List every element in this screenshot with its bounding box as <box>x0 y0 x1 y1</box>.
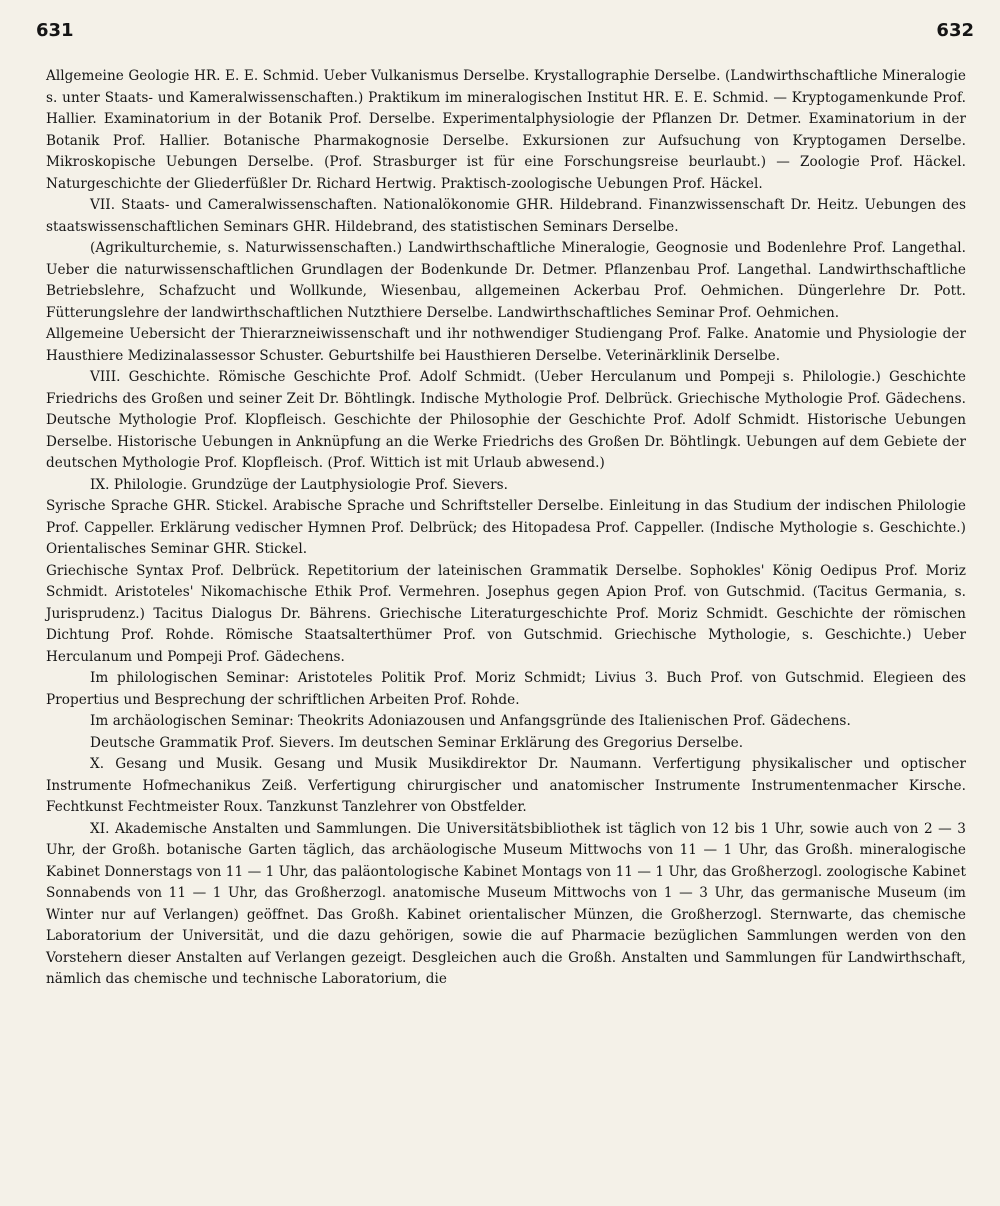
paragraph-section-vii: VII. Staats- und Cameralwissenschaften. Nationalökonomie GHR. Hildebrand. Finanzwissenschaft Dr. Heitz. Uebungen des staatswissenschaftlichen Seminars GHR. Hildebrand, des statistischen Seminars Derselbe. <box>46 197 966 235</box>
paragraph-philological-seminar: Im philologischen Seminar: Aristoteles Politik Prof. Moriz Schmidt; Livius 3. Buch Prof. von Gutschmid. Elegieen des Propertius und Besprechung der schriftlichen Arbeiten Prof. Rohde. <box>46 670 966 708</box>
page-number-right: 632 <box>936 20 974 41</box>
paragraph-oriental-languages: Syrische Sprache GHR. Stickel. Arabische Sprache und Schriftsteller Derselbe. Einleitung in das Studium der indischen Philologie Prof. Cappeller. Erklärung vedischer Hymnen Prof. Delbrück; des Hitopadesa Prof. Cappeller. (Indische Mythologie s. Geschichte.) Orientalisches Seminar GHR. Stickel. <box>46 498 966 557</box>
page-number-left: 631 <box>36 20 74 41</box>
paragraph-classical-philology: Griechische Syntax Prof. Delbrück. Repetitorium der lateinischen Grammatik Derselbe. Sophokles' König Oedipus Prof. Moriz Schmidt. Aristoteles' Nikomachische Ethik Prof. Vermehren. Josephus gegen Apion Prof. von Gutschmid. (Tacitus Germania, s. Jurisprudenz.) Tacitus Dialogus Dr. Bährens. Griechische Literaturgeschichte Prof. Moriz Schmidt. Geschichte der römischen Dichtung Prof. Rohde. Römische Staatsalterthümer Prof. von Gutschmid. Griechische Mythologie, s. Geschichte.) Ueber Herculanum und Pompeji Prof. Gädechens. <box>46 562 966 665</box>
paragraph-archaeological-seminar: Im archäologischen Seminar: Theokrits Adoniazousen und Anfangsgründe des Italienischen Prof. Gädechens. <box>90 713 851 729</box>
paragraph-veterinary: Allgemeine Uebersicht der Thierarzneiwissenschaft und ihr nothwendiger Studiengang Prof. Falke. Anatomie und Physiologie der Hausthiere Medizinalassessor Schuster. Geburtshilfe bei Hausthieren Derselbe. Veterinärklinik Derselbe. <box>46 326 966 364</box>
paragraph-section-viii: VIII. Geschichte. Römische Geschichte Prof. Adolf Schmidt. (Ueber Herculanum und Pompeji s. Philologie.) Geschichte Friedrichs des Großen und seiner Zeit Dr. Böhtlingk. Indische Mythologie Prof. Delbrück. Griechische Mythologie Prof. Gädechens. Deutsche Mythologie Prof. Klopfleisch. Geschichte der Philosophie der Geschichte Prof. Adolf Schmidt. Historische Uebungen Derselbe. Historische Uebungen in Anknüpfung an die Werke Friedrichs des Großen Dr. Böhtlingk. Uebungen auf dem Gebiete der deutschen Mythologie Prof. Klopfleisch. (Prof. Wittich ist mit Urlaub abwesend.) <box>46 369 966 471</box>
paragraph-section-x: X. Gesang und Musik. Gesang und Musik Musikdirektor Dr. Naumann. Verfertigung physikalischer und optischer Instrumente Hofmechanikus Zeiß. Verfertigung chirurgischer und anatomischer Instrumente Instrumentenmacher Kirsche. Fechtkunst Fechtmeister Roux. Tanzkunst Tanzlehrer von Obstfelder. <box>46 756 966 815</box>
paragraph-geology-botany-zoology: Allgemeine Geologie HR. E. E. Schmid. Ueber Vulkanismus Derselbe. Krystallographie Derselbe. (Landwirthschaftliche Mineralogie s. unter Staats- und Kameralwissenschaften.) Praktikum im mineralogischen Institut HR. E. E. Schmid. — Kryptogamenkunde Prof. Hallier. Examinatorium in der Botanik Prof. Derselbe. Experimentalphysiologie der Pflanzen Dr. Detmer. Examinatorium in der Botanik Prof. Hallier. Botanische Pharmakognosie Derselbe. Exkursionen zur Aufsuchung von Kryptogamen Derselbe. Mikroskopische Uebungen Derselbe. (Prof. Strasburger ist für eine Forschungsreise beurlaubt.) — Zoologie Prof. Häckel. Naturgeschichte der Gliederfüßler Dr. Richard Hertwig. Praktisch-zoologische Uebungen Prof. Häckel. <box>46 68 966 192</box>
body-text <box>46 66 966 991</box>
paragraph-section-xi: XI. Akademische Anstalten und Sammlungen. Die Universitätsbibliothek ist täglich von 12 bis 1 Uhr, sowie auch von 2 — 3 Uhr, der Großh. botanische Garten täglich, das archäologische Museum Mittwochs von 11 — 1 Uhr, das Großh. mineralogische Kabinet Donnerstags von 11 — 1 Uhr, das paläontologische Kabinet Montags von 11 — 1 Uhr, das Großherzogl. zoologische Kabinet Sonnabends von 11 — 1 Uhr, das Großherzogl. anatomische Museum Mittwochs von 1 — 3 Uhr, das germanische Museum (im Winter nur auf Verlangen) geöffnet. Das Großh. Kabinet orientalischer Münzen, die Großherzogl. Sternwarte, das chemische Laboratorium der Universität, und die dazu gehörigen, sowie die auf Pharmacie bezüglichen Sammlungen werden von den Vorstehern dieser Anstalten auf Verlangen gezeigt. Desgleichen auch die Großh. Anstalten und Sammlungen für Landwirthschaft, nämlich das chemische und technische Laboratorium, die <box>46 820 966 987</box>
paragraph-german-grammar: Deutsche Grammatik Prof. Sievers. Im deutschen Seminar Erklärung des Gregorius Derselbe. <box>90 734 744 751</box>
paragraph-section-ix: IX. Philologie. Grundzüge der Lautphysiologie Prof. Sievers. <box>90 476 509 493</box>
paragraph-agriculture: (Agrikulturchemie, s. Naturwissenschaften.) Landwirthschaftliche Mineralogie, Geognosie und Bodenlehre Prof. Langethal. Ueber die naturwissenschaftlichen Grundlagen der Bodenkunde Dr. Detmer. Pflanzenbau Prof. Langethal. Landwirthschaftliche Betriebslehre, Schafzucht und Wollkunde, Wiesenbau, allgemeinen Ackerbau Prof. Oehmichen. Düngerlehre Dr. Pott. Fütterungslehre der landwirthschaftlichen Nutzthiere Derselbe. Landwirthschaftliches Seminar Prof. Oehmichen. <box>46 240 966 321</box>
